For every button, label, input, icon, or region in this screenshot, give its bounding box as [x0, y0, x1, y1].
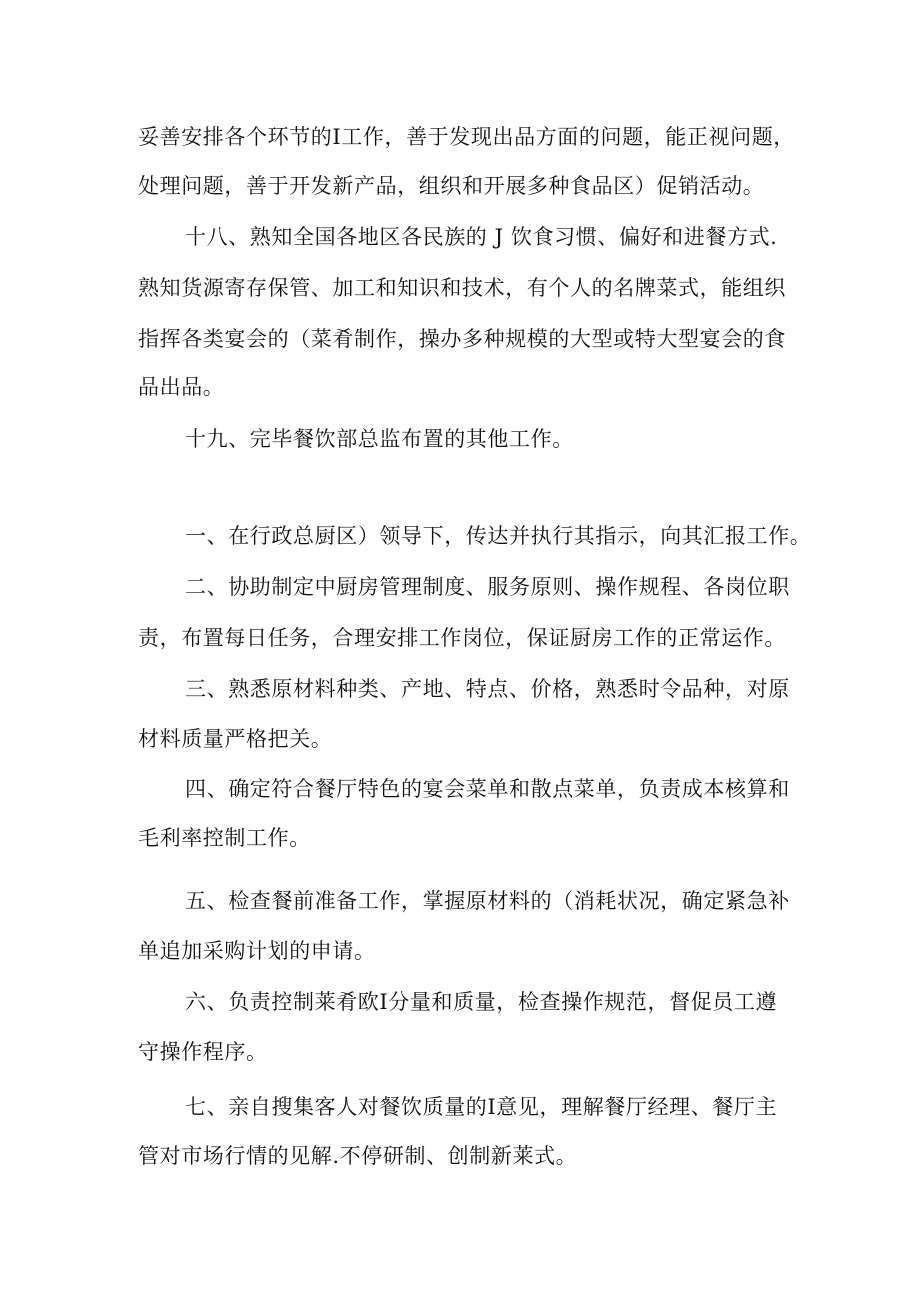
text-line: 十九、完毕餐饮部总监布置的其他工作。 [185, 427, 574, 451]
text-line: 三、熟悉原材料种类、产地、特点、价格，熟悉时令品种，对原 [185, 677, 790, 701]
text-line: 责，布置每日任务，合理安排工作岗位，保证厨房工作的正常运作。 [138, 626, 786, 650]
text-line: 材料质量严格把关。 [138, 727, 333, 751]
text-line: 处理问题，善于开发新产品，组织和开展多种食品区）促销活动。 [138, 174, 765, 198]
text-line: 品出品。 [138, 375, 225, 399]
text-line: 六、负责控制莱肴欧Ⅰ分量和质量，检查操作规范，督促员工遵 [185, 990, 778, 1014]
text-line: 管对市场行情的见解.不停研制、创制新莱式。 [138, 1144, 578, 1168]
text-line: 十八、熟知全国各地区各民族的 J 饮食习惯、偏好和进餐方式. [185, 225, 778, 249]
text-line: 妥善安排各个环节的Ⅰ工作，善于发现出品方面的问题，能正视问题， [138, 125, 795, 149]
text-line: 毛利率控制工作。 [138, 826, 311, 850]
text-line: 熟知货源寄存保管、加工和知识和技术，有个人的名牌菜式，能组织 [138, 276, 786, 300]
text-line: 四、确定符合餐厅特色的宴会菜单和散点菜单，负责成本核算和 [185, 777, 790, 801]
text-line: 七、亲自搜集客人对餐饮质量的Ⅰ意见，理解餐厅经理、餐厅主 [185, 1095, 778, 1119]
text-line: 单追加采购计划的申请。 [138, 939, 376, 963]
text-line: 一、在行政总厨区）领导下，传达并执行其指示，向其汇报工作。 [185, 524, 812, 548]
text-line: 指挥各类宴会的（菜肴制作，操办多种规模的大型或特大型宴会的食 [138, 327, 786, 351]
text-line: 二、协助制定中厨房管理制度、服务原则、操作规程、各岗位职 [185, 575, 790, 599]
text-line: 守操作程序。 [138, 1040, 268, 1064]
text-line: 五、检查餐前准备工作，掌握原材料的（消耗状况，确定紧急补 [185, 889, 790, 913]
